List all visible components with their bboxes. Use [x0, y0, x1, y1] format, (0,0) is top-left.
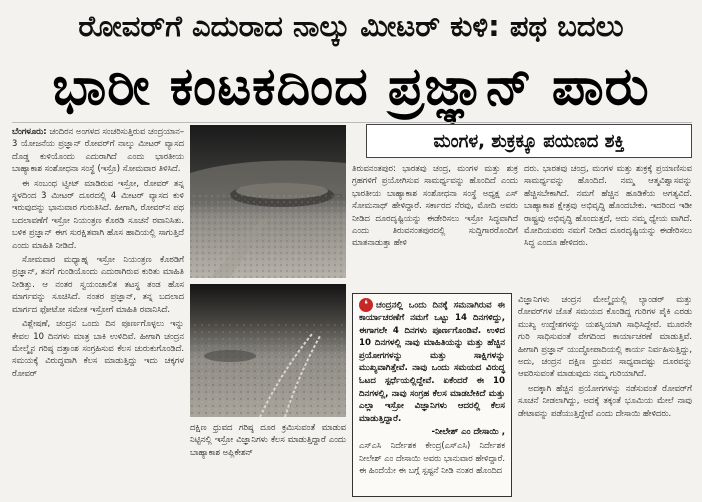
second-story-subhead: ಮಂಗಳ, ಶುಕ್ರಕ್ಕೂ ಪಯಣದ ಶಕ್ತಿ [366, 124, 692, 158]
col4-para-2: ಅದಕ್ಕಾಗಿ ಹೆಚ್ಚಿನ ಪ್ರಯೋಗಗಳನ್ನು ನಡೆಸುವಂತೆ ರೋವರ್‌ಗೆ ಸೂಚನೆ ನೀಡಲಾಗಿದ್ದು, ಅದಕ್ಕೆ ತಕ್ಕಂತೆ ಭೂಮಿಯ ಮೇಲೆ ನಾವು ಡೇಟಾವನ್ನು ಪಡೆಯುತ್ತಿದ್ದೇವೆ ಎಂದು ದೇಸಾಯಿ ಹೇಳಿದರು. [518, 382, 692, 418]
quote-box [352, 293, 512, 497]
photo-caption: ದಕ್ಷಿಣ ಧ್ರುವದ ಗರಿಷ್ಠ ದೂರ ಕ್ರಮಿಸುವಂತೆ ಮಾಡುವ ನಿಟ್ಟಿನಲ್ಲಿ ಇಸ್ರೋ ವಿಜ್ಞಾನಿಗಳು ಕೆಲಸ ಮಾಡುತ್ತಿದ್ದಾರೆ ಎಂದು ಬಾಹ್ಯಾಕಾಶ ಅಪ್ಲಿಕೇಶನ್ [190, 422, 346, 457]
moon-crater-image [190, 125, 346, 278]
main-story-para-1 [12, 125, 184, 175]
main-story-para-2: ಈ ಸಂಬಂಧ ಟ್ವೀಟ್ ಮಾಡಿರುವ ಇಸ್ರೋ, ರೋವರ್ ತನ್ನ ಸ್ಥಳದಿಂದ 3 ಮೀಟರ್ ದೂರದಲ್ಲಿ 4 ಮೀಟರ್ ವ್ಯಾಸದ ಕುಳಿ ಇರುವುದನ್ನು ಭಾನುವಾರ ಗುರುತಿಸಿದೆ. ಹೀಗಾಗಿ, ರೋವರ್‌ನ ಪಥ ಬದಲಾವಣೆಗೆ ಇಸ್ರೋ ನಿಯಂತ್ರಣ ಕೊಠಡಿ ಸೂಚನೆ ರವಾನಿಸಿತು. ಬಳಿಕ ಪ್ರಜ್ಞಾನ್ ಈಗ ಸುರಕ್ಷಿತವಾಗಿ ಹೊಸ ಹಾದಿಯಲ್ಲಿ ಸಾಗುತ್ತಿದೆ ಎಂದು ಮಾಹಿತಿ ನೀಡಿದೆ. [12, 177, 184, 250]
main-story-para-3: ಸೋಮವಾರ ಮಧ್ಯಾಹ್ನ ಇಸ್ರೋ ನಿಯಂತ್ರಣ ಕೊಠಡಿಗೆ ಪ್ರಜ್ಞಾನ್, ತನಗೆ ಗುಂಡಿಯೊಂದು ಎದುರಾಗಿರುವ ಕುರಿತು ಮಾಹಿತಿ ನೀಡಿತ್ತು. ಆ ನಂತರ ಸ್ವಯಂಚಾಲಿತ ತಟಸ್ಥ ತಂಡ ಹೊಸ ಮಾರ್ಗವನ್ನು ಸೂಚಿಸಿದೆ. ನಂತರ ಪ್ರಜ್ಞಾನ್, ತನ್ನ ಬದಲಾದ ಮಾರ್ಗದ ಫೋಟೋ ಸಮೇತ ಇಸ್ರೋಗೆ ಮಾಹಿತಿ ರವಾನಿಸಿದೆ. [12, 254, 184, 314]
quote-text: ಚಂದ್ರನಲ್ಲಿ ಒಂದು ದಿನಕ್ಕೆ ಸಮನಾಗಿರುವ ಈ ಕಾರ್ಯಾಚರಣೆಗೆ ನಮಗೆ ಒಟ್ಟು 14 ದಿನಗಳಿದ್ದು, ಈಗಾಗಲೇ 4 ದಿನಗಳು ಪೂರ್ಣಗೊಂಡಿವೆ. ಉಳಿದ 10 ದಿನಗಳಲ್ಲಿ ನಾವು ಮಾಹಿತಿಯನ್ನು ಮತ್ತು ಹೆಚ್ಚಿನ ಪ್ರಯೋಗಗಳನ್ನು ಮತ್ತು ಸಾಕ್ಷಿಗಳನ್ನು ಮುಖ್ಯವಾಗಿತ್ತೇವೆ. ನಾವು ಒಂದು ಸಮಯದ ವಿರುದ್ಧ ಓಟದ ಸ್ಪರ್ಧೆಯಲ್ಲಿದ್ದೇವೆ. ಏಕೆಂದರೆ ಈ 10 ದಿನಗಳಲ್ಲಿ, ನಾವು ಸಂಗ್ರಹ ಕೆಲಸ ಮಾಡಬೇಕಿದೆ ಮತ್ತು ಎಲ್ಲಾ ಇಸ್ರೋ ವಿಜ್ಞಾನಿಗಳು ಆದರಲ್ಲಿ ಕೆಲಸ ಮಾಡುತ್ತಿದ್ದಾರೆ. [359, 300, 505, 424]
main-story-para-4: ವಿಶ್ಲೇಷಣೆ, ಚಂದ್ರನ ಒಂದು ದಿನ ಪೂರ್ಣಗೊಳ್ಳಲು ಇನ್ನು ಕೇವಲ 10 ದಿನಗಳು ಮಾತ್ರ ಬಾಕಿ ಉಳಿದಿವೆ. ಹೀಗಾಗಿ ಚಂದ್ರನ ಮೇಲ್ಮೈನ ಗರಿಷ್ಠ ದತ್ತಾಂಶ ಸಂಗ್ರಹಿಸುವ ಕೆಲಸ ಚುರುಕುಗೊಂಡಿದೆ. ಸಮಯಕ್ಕೆ ವಿರುದ್ಧವಾಗಿ ಕೆಲಸ ಮಾಡುತ್ತಿದ್ದು ಇದು ಚಕ್ಕಗಳ ರೋವರ್ [12, 318, 184, 378]
second-story-col-4 [518, 293, 692, 497]
dateline: ಬೆಂಗಳೂರು: [12, 126, 47, 136]
main-story-para-1-text: ಚಂದಿರನ ಅಂಗಳದ ಸಂಚರಿಸುತ್ತಿರುವ ಚಂದ್ರಯಾನ–3 ಯೋಜನೆಯ ಪ್ರಜ್ಞಾನ್ ರೋವರ್‌ಗೆ ನಾಲ್ಕು ಮೀಟರ್ ವ್ಯಾಸದ ದೊಡ್ಡ ಕುಳಿಯೊಂದು ಎದುರಾಗಿದೆ ಎಂದು ಭಾರತೀಯ ಬಾಹ್ಯಾಕಾಶ ಸಂಶೋಧನಾ ಸಂಸ್ಥೆ (ಇಸ್ರೊ) ಸೋಮವಾರ ತಿಳಿಸಿದೆ. [12, 126, 184, 174]
rover-tracks-image [190, 284, 346, 417]
moon-rover-tracks-photo [190, 284, 346, 417]
main-headline: ಭಾರೀ ಕಂಟಕದಿಂದ ಪ್ರಜ್ಞಾನ್ ಪಾರು [52, 56, 650, 117]
kicker-headline: ರೋವರ್‌ಗೆ ಎದುರಾದ ನಾಲ್ಕು ಮೀಟರ್ ಕುಳಿ: ಪಥ ಬದಲು [78, 8, 624, 43]
quote-mark-icon: ❛ [359, 298, 373, 312]
quote-attribution: -ನೀಲೇಶ್ ಎಂ ದೇಸಾಯಿ , [431, 427, 505, 438]
col4-para-1: ವಿಜ್ಞಾನಿಗಳು ಚಂದ್ರನ ಮೇಲ್ಮೈಯಲ್ಲಿ ಲ್ಯಾಂಡರ್ ಮತ್ತು ರೋವರ್‌ಗಳ ಜೊತೆ ಸಮಯದ ಕೊಂಡಿದ್ದ ಗುರಿಗಳ ಪೈಕಿ ಎರಡು ಮುಖ್ಯ ಉದ್ದೇಶಗಳನ್ನು ಯಶಸ್ವಿಯಾಗಿ ಸಾಧಿಸಿದ್ದೇವೆ. ಮೂರನೇ ಗುರಿ ಸಾಧಿಸುವಂತೆ ವೇಗದಿಂದ ಕಾರ್ಯಾಚರಣೆ ಮಾಡುತ್ತಿವೆ. ಹೀಗಾಗಿ ಪ್ರಜ್ಞಾನ್ ಯುದ್ಧೋಪಾದಿಯಲ್ಲಿ ಕಾರ್ಯ ನಿರ್ವಹಿಸುತ್ತಿದ್ದು, ಅದು, ಚಂದ್ರನ ದಕ್ಷಿಣ ಧ್ರುವದ ಸಾಧ್ಯವಾದಷ್ಟು ದೂರವನ್ನು ಆವರಿಸುವಂತೆ ಮಾಡುವುದು ನಮ್ಮ ಗುರಿಯಾಗಿದೆ. [518, 294, 692, 379]
second-story-col-2: ದರು. ಭಾರತವು ಚಂದ್ರ, ಮಂಗಳ ಮತ್ತು ಶುಕ್ರಕ್ಕೆ ಪ್ರಯಾಣಿಸುವ ಸಾಮರ್ಥ್ಯವನ್ನು ಹೊಂದಿದೆ. ನಮ್ಮ ಆತ್ಮವಿಶ್ವಾಸವನ್ನು ಹೆಚ್ಚಿಸಬೇಕಾಗಿದೆ. ನಮಗೆ ಹೆಚ್ಚಿನ ಹೂಡಿಕೆಯ ಅಗತ್ಯವಿದೆ. ಬಾಹ್ಯಾಕಾಶ ಕ್ಷೇತ್ರವು ಅಭಿವೃದ್ಧಿ ಹೊಂದಬೇಕು. ಇದರಿಂದ ಇಡೀ ರಾಷ್ಟ್ರವು ಅಭಿವೃದ್ಧಿ ಹೊಂದುತ್ತದೆ, ಅದು ನಮ್ಮ ಧ್ಯೇಯ ವಾಗಿದೆ. ಮೋದಿಯವರು ನಮಗೆ ನೀಡಿದ ದೂರದೃಷ್ಟಿಯನ್ನು ಈಡೇರಿಸಲು ಸಿದ್ಧ ಎಂದೂ ಹೇಳಿದರು. [524, 163, 692, 248]
moon-crater-photo [190, 125, 346, 278]
quote-followup: ಎಸ್‌ಎಸಿ ನಿರ್ದೇಶಕ ಕೇಂದ್ರ(ಎಸ್‌ಎಸಿ) ನಿರ್ದೇಶಕ ನೀಲೇಶ್ ಎಂ ದೇಸಾಯಿ ಅವರು ಭಾನುವಾರ ಹೇಳಿದ್ದಾರೆ. ಈ ಹಿಂದೆಯೇ ಈ ಬಗ್ಗೆ ಸ್ಪಷ್ಟನೆ ನೀಡಿ ನಂತರ ಹೊಂದಿದ [359, 440, 505, 476]
main-story-column [12, 125, 184, 497]
headline-rule [12, 122, 692, 123]
quote-body [359, 298, 505, 425]
second-story-col-1: ತಿರುವನಂತಪುರ: ಭಾರತವು ಚಂದ್ರ, ಮಂಗಳ ಮತ್ತು ಶುಕ್ರ ಗ್ರಹಗಳಿಗೆ ಪ್ರಯೋಗಿಸುವ ಸಾಮರ್ಥ್ಯವನ್ನು ಹೊಂದಿದೆ ಎಂದು ಭಾರತೀಯ ಬಾಹ್ಯಾಕಾಶ ಸಂಶೋಧನಾ ಸಂಸ್ಥೆ ಅಧ್ಯಕ್ಷ ಎಸ್ ಸೋಮನಾಥ್ ಹೇಳಿದ್ದಾರೆ. ಸರ್ಕಾರದ ನೆರವು, ಮೋದಿ ಅವರು ನೀಡಿದ ದೂರದೃಷ್ಟಿಯನ್ನು ಈಡೇರಿಸಲು ಇಸ್ರೋ ಸಿದ್ಧವಾಗಿದೆ ಎಂದು ತಿರುವನಂತಪುರದಲ್ಲಿ ಸುದ್ದಿಗಾರರೊಂದಿಗೆ ಮಾತನಾಡುತ್ತಾ ಹೇಳಿ [352, 163, 518, 248]
